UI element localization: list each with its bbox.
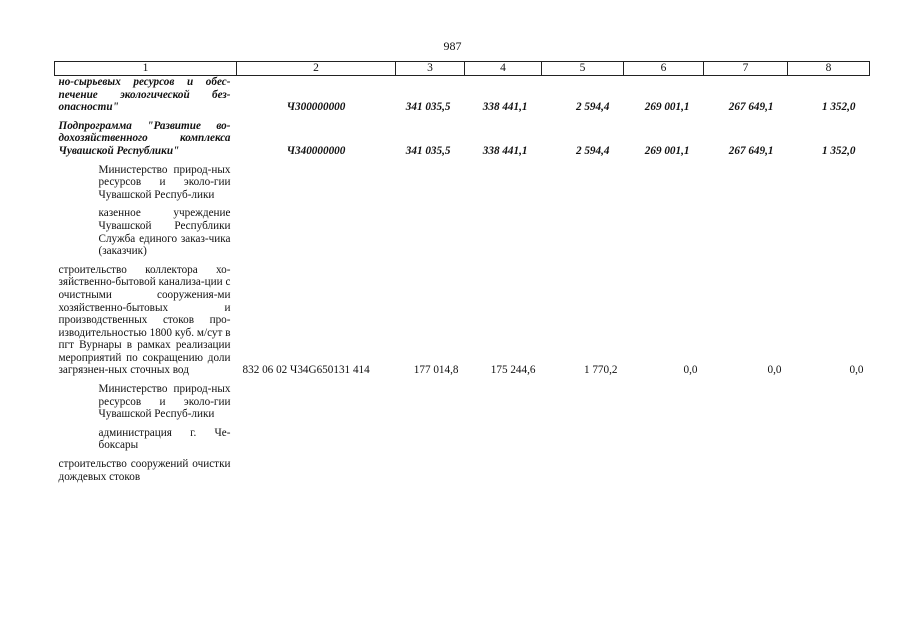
row-value: 175 244,6 bbox=[490, 364, 536, 377]
row-value: 2 594,4 bbox=[575, 101, 610, 114]
row-name: администрация г. Че-боксары bbox=[98, 426, 231, 452]
row-value: 0,0 bbox=[849, 364, 864, 377]
row-code: Ч340000000 bbox=[286, 144, 346, 157]
row-name: но-сырьевых ресурсов и обес-печение экологической без-опасности" bbox=[58, 76, 231, 114]
row-name: казенное учреждение Чувашской Республики Служба единого заказ-чика (заказчик) bbox=[98, 207, 231, 258]
row-value: 338 441,1 bbox=[482, 101, 528, 114]
budget-table bbox=[54, 61, 870, 483]
table-row-item bbox=[55, 452, 870, 483]
row-name: строительство коллектора хо-зяйственно-бытовой канализа-ции с очистными сооружения-ми хозяйственно-бытовых и производственных стоков про-изводительностью 1800 куб. м/сут в пгт Вурнары в рамках реализации мероприятий по сокращению доли загрязнен-ных сточных вод bbox=[58, 263, 231, 377]
row-value-total: 177 014,8 bbox=[413, 364, 459, 377]
column-header-5: 5 bbox=[542, 62, 624, 76]
row-name: Министерство природ-ных ресурсов и эколо-гии Чувашской Респуб-лики bbox=[98, 383, 231, 421]
row-code: Ч300000000 bbox=[286, 101, 346, 114]
column-header-1: 1 bbox=[55, 62, 237, 76]
table-row-program bbox=[55, 76, 870, 114]
table-row-ministry bbox=[55, 377, 870, 421]
row-name: строительство сооружений очистки дождевых стоков bbox=[58, 458, 231, 483]
row-value: 269 001,1 bbox=[644, 101, 690, 114]
row-code: 832 06 02 Ч34G650131 414 bbox=[242, 364, 370, 377]
row-value: 2 594,4 bbox=[575, 144, 610, 157]
table-header bbox=[55, 62, 870, 76]
table-row-subprogram bbox=[55, 114, 870, 158]
row-value: 1 770,2 bbox=[583, 364, 618, 377]
table-row-administration bbox=[55, 421, 870, 452]
page-number: 987 bbox=[443, 39, 462, 53]
row-value: 267 649,1 bbox=[728, 101, 774, 114]
row-name: Министерство природ-ных ресурсов и эколо-гии Чувашской Респуб-лики bbox=[98, 163, 231, 201]
row-name: Подпрограмма "Развитие во-дохозяйственного комплекса Чувашской Республики" bbox=[58, 119, 231, 157]
row-value: 1 352,0 bbox=[821, 144, 856, 157]
row-value: 269 001,1 bbox=[644, 144, 690, 157]
row-value: 1 352,0 bbox=[821, 101, 856, 114]
row-value-total: 341 035,5 bbox=[405, 144, 451, 157]
column-header-2: 2 bbox=[237, 62, 396, 76]
table-row-ministry bbox=[55, 158, 870, 202]
table-row-item bbox=[55, 258, 870, 377]
row-value: 267 649,1 bbox=[728, 144, 774, 157]
row-value: 0,0 bbox=[767, 364, 782, 377]
table-row-institution bbox=[55, 201, 870, 257]
column-header-3: 3 bbox=[396, 62, 465, 76]
column-header-7: 7 bbox=[704, 62, 788, 76]
row-value: 0,0 bbox=[683, 364, 698, 377]
column-header-8: 8 bbox=[788, 62, 870, 76]
column-header-6: 6 bbox=[624, 62, 704, 76]
row-value: 338 441,1 bbox=[482, 144, 528, 157]
column-header-4: 4 bbox=[465, 62, 542, 76]
row-value-total: 341 035,5 bbox=[405, 101, 451, 114]
